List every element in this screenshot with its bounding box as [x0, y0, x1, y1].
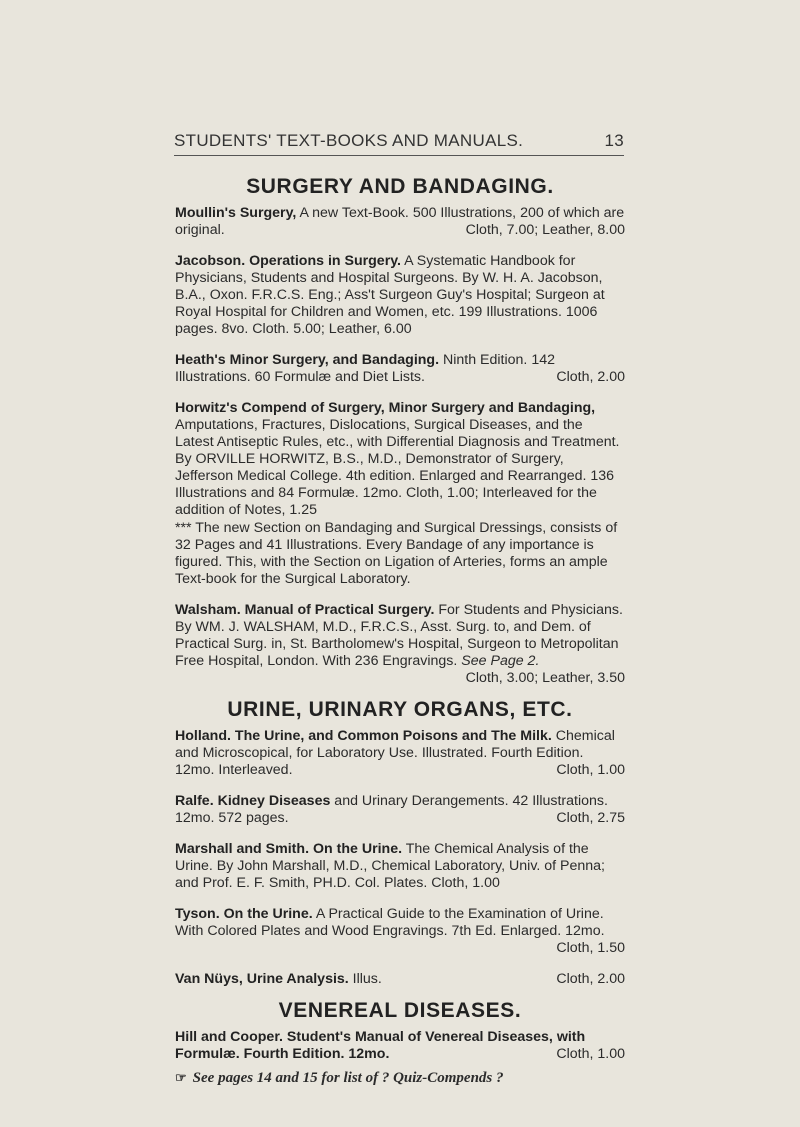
header-rule: [174, 155, 624, 156]
entry-description: A Systematic Handbook for Physicians, Students and Hospital Surgeons. By W. H. A. Jacobson, B.A., Oxon. F.R.C.S. Eng.; Ass't Surgeon Guy's Hospital; Surgeon at Royal Hospital for Children and Women, etc. 199 Illustrations. 1006 pages. 8vo. Cloth. 5.00; Leather, 6.00: [175, 253, 605, 337]
book-entry: [175, 400, 625, 588]
page-number: 13: [604, 131, 624, 150]
entry-description: and Urinary Derangements. 42 Illustrations. 12mo. 572 pages.: [175, 793, 608, 826]
entry-price: Cloth, 1.00: [556, 1046, 625, 1062]
book-entry: [175, 253, 625, 338]
entry-description: with Formulæ. Fourth Edition. 12mo.: [175, 1029, 586, 1062]
book-entry: [175, 205, 625, 239]
entry-price: Cloth, 3.00; Leather, 3.50: [465, 670, 625, 686]
see-page-reference: See Page 2.: [461, 653, 540, 669]
book-entry: [175, 971, 625, 988]
book-entry: [175, 602, 625, 687]
section-heading-venereal: VENEREAL DISEASES.: [278, 999, 522, 1022]
entry-price: Cloth, 1.50: [556, 940, 625, 956]
entry-price: Cloth, 2.00: [556, 971, 625, 987]
entry-price: Cloth, 7.00; Leather, 8.00: [465, 222, 625, 238]
entry-price: Cloth, 1.00: [556, 762, 625, 778]
book-entry: [175, 841, 625, 892]
entry-note: *** The new Section on Bandaging and Surgical Dressings, consists of 32 Pages and 41 Illustrations. Every Bandage of any importance is figured. This, with the Section on Ligation of Arteries, forms an ample Text-book for the Surgical Laboratory.: [175, 520, 618, 587]
footer-text: See pages 14 and 15 for list of ? Quiz-Compends ?: [192, 1070, 504, 1086]
entry-description: A new Text-Book. 500 Illustrations, 200 of which are original.: [175, 205, 625, 238]
entry-title: Marshall and Smith. On the Urine.: [175, 841, 403, 857]
entry-description: Amputations, Fractures, Dislocations, Surgical Diseases, and the Latest Antiseptic Rules, etc., with Differential Diagnosis and Treatment. By ORVILLE HORWITZ, B.S., M.D., Demonstrator of Surgery, Jefferson Medical College. 4th edition. Enlarged and Rearranged. 136 Illustrations and 84 Formulæ. 12mo. Cloth, 1.00; Interleaved for the addition of Notes, 1.25: [175, 417, 620, 518]
book-entry: [175, 728, 625, 779]
entry-title: Heath's Minor Surgery, and Bandaging.: [175, 352, 440, 368]
entry-description: A Practical Guide to the Examination of Urine. With Colored Plates and Wood Engravings. 7th Ed. Enlarged. 12mo.: [175, 906, 605, 939]
pointing-hand-icon: ☞: [175, 1070, 187, 1085]
entry-price: Cloth, 2.75: [556, 810, 625, 826]
entry-price: Cloth, 2.00: [556, 369, 625, 385]
catalog-content: [175, 170, 625, 1087]
book-entry: [175, 906, 625, 957]
book-entry: [175, 793, 625, 827]
entry-description: The Chemical Analysis of the Urine. By John Marshall, M.D., Chemical Laboratory, Univ. of Penna; and Prof. E. F. Smith, PH.D. Col. Plates. Cloth, 1.00: [175, 841, 606, 891]
entry-title: Van Nüys, Urine Analysis.: [175, 971, 349, 987]
entry-description: Ninth Edition. 142 Illustrations. 60 Formulæ and Diet Lists.: [175, 352, 555, 385]
book-entry: [175, 352, 625, 386]
section-heading-urine: URINE, URINARY ORGANS, ETC.: [227, 698, 573, 721]
book-entry: [175, 1029, 625, 1063]
entry-description: Illus.: [348, 971, 382, 987]
entry-title: Jacobson. Operations in Surgery.: [175, 253, 402, 269]
entry-description: For Students and Physicians. By WM. J. WALSHAM, M.D., F.R.C.S., Asst. Surg. to, and Dem. of Practical Surg. in, St. Bartholomew's Hospital, Surgeon to Metropolitan Free Hospital, London. With 236 Engravings.: [175, 602, 623, 669]
entry-title: Holland. The Urine, and Common Poisons and The Milk.: [175, 728, 552, 744]
entry-description: Chemical and Microscopical, for Laboratory Use. Illustrated. Fourth Edition. 12mo. Interleaved.: [175, 728, 615, 778]
section-heading-surgery: SURGERY AND BANDAGING.: [246, 175, 554, 198]
entry-title: Horwitz's Compend of Surgery, Minor Surgery and Bandaging,: [175, 400, 596, 416]
entry-title: Walsham. Manual of Practical Surgery.: [175, 602, 435, 618]
entry-title: Ralfe. Kidney Diseases: [175, 793, 331, 809]
running-title: STUDENTS' TEXT-BOOKS AND MANUALS.: [174, 131, 524, 150]
entry-title: Moullin's Surgery,: [175, 205, 297, 221]
entry-title: Tyson. On the Urine.: [175, 906, 313, 922]
footer-note: [175, 1069, 625, 1087]
entry-title: Hill and Cooper. Student's Manual of Venereal Diseases,: [175, 1029, 553, 1045]
